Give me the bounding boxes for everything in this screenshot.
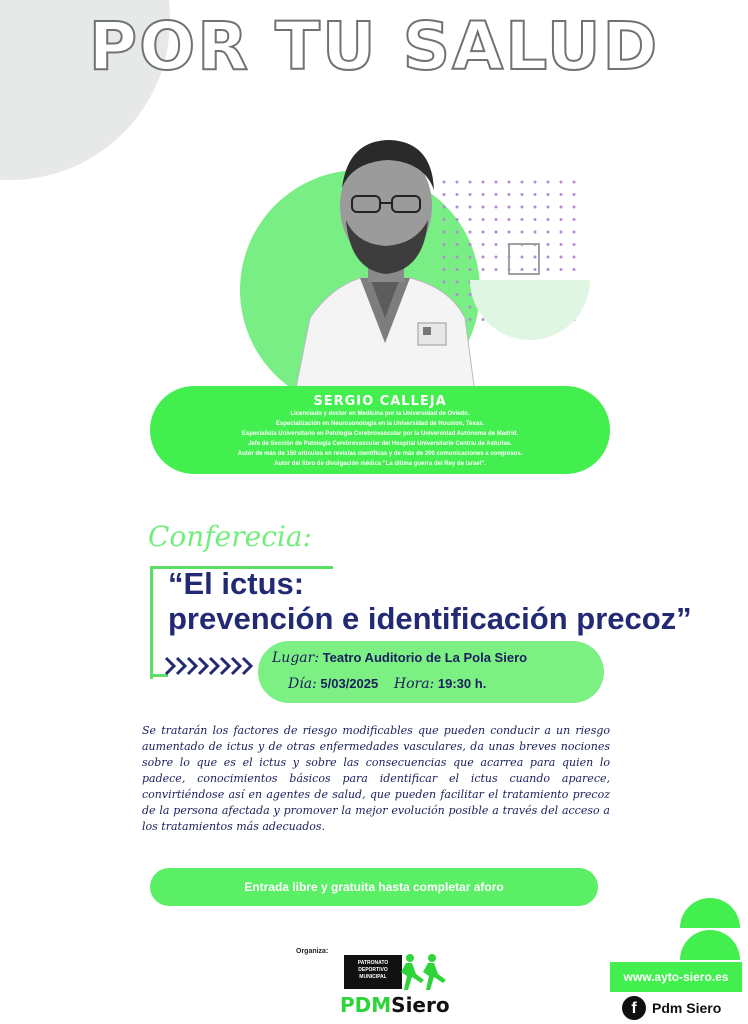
pdm-badge-line: MUNICIPAL — [359, 974, 387, 980]
event-description: Se tratarán los factores de riesgo modificables que pueden conducir a un riesgo aumentado de ictus y de otras enfermedades vasculares, da unas breves nociones sobre lo que es el ictus y sobre las consecuencias que acarrea para quien lo padece, conocimientos básicos para identificar el ictus cuando aparece, convirtiéndose así en agentes de salud, que pueden facilitar el tratamiento precoz de la persona afectada y promover la mejor evolución posible a través del acceso a los tratamientos más adecuados. — [142, 724, 610, 833]
speaker-portrait — [290, 128, 480, 393]
decorative-dot — [508, 193, 511, 196]
decorative-dot — [495, 231, 498, 234]
decorative-half-circle-top — [680, 898, 740, 928]
page-title: POR TU SALUD — [88, 8, 660, 85]
pdm-badge-line: DEPORTIVO — [358, 967, 388, 973]
decorative-dot — [573, 206, 576, 209]
decorative-dot — [534, 231, 537, 234]
decorative-dot — [482, 231, 485, 234]
conference-title-line: “El ictus: — [168, 566, 305, 601]
decorative-dot — [573, 231, 576, 234]
pdm-badge-line: PATRONATO — [357, 960, 389, 966]
decorative-dot — [560, 231, 563, 234]
event-info-pill — [258, 641, 604, 703]
decorative-dot — [521, 206, 524, 209]
decorative-dot — [495, 206, 498, 209]
entry-info-banner: Entrada libre y gratuita hasta completar aforo — [150, 868, 598, 906]
time-label: Hora: — [393, 676, 435, 692]
decorative-dot — [560, 193, 563, 196]
conference-title-line: prevención e identificación precoz” — [168, 601, 692, 636]
speaker-bio-line: Autor del libro de divulgación médica "La última guerra del Rey de Israel". — [274, 461, 486, 467]
decorative-dot — [521, 231, 524, 234]
decorative-dot — [508, 206, 511, 209]
pdm-logo-part: PDM — [340, 993, 392, 1017]
decorative-dot — [547, 243, 550, 246]
speaker-name: SERGIO CALLEJA — [313, 394, 447, 409]
chevron-arrows-icon — [164, 656, 256, 676]
decorative-dot — [482, 181, 485, 184]
decorative-dot — [547, 181, 550, 184]
decorative-dot — [482, 206, 485, 209]
facebook-link[interactable] — [622, 996, 721, 1022]
decorative-dot — [534, 193, 537, 196]
speaker-bio-line: Especialista Universitario en Patología Cerebrovascular por la Universidad Autónoma de Madrid. — [241, 431, 519, 437]
decorative-dot — [547, 268, 550, 271]
decorative-dot — [573, 218, 576, 221]
decorative-dot — [547, 231, 550, 234]
facebook-icon: f — [622, 996, 646, 1020]
decorative-dot — [495, 243, 498, 246]
conference-title — [168, 566, 692, 636]
decorative-dot — [560, 268, 563, 271]
decorative-dot — [547, 193, 550, 196]
decorative-dot — [482, 193, 485, 196]
siero-logo-part: Siero — [391, 993, 450, 1017]
decorative-dot — [482, 218, 485, 221]
decorative-dot — [560, 256, 563, 259]
decorative-dot — [508, 231, 511, 234]
decorative-dot — [573, 268, 576, 271]
decorative-dot — [573, 181, 576, 184]
decorative-dot — [560, 206, 563, 209]
speaker-bio-line: Especialización en Neurosonología en la Universidad de Houston, Texas. — [275, 421, 485, 427]
runners-icon — [398, 952, 450, 992]
decorative-dot — [508, 218, 511, 221]
decorative-dot — [482, 268, 485, 271]
place-label: Lugar: — [272, 650, 320, 666]
decorative-dot — [521, 193, 524, 196]
decorative-dot — [560, 181, 563, 184]
decorative-dot — [521, 181, 524, 184]
decorative-dot — [547, 218, 550, 221]
decorative-dot — [482, 243, 485, 246]
speaker-banner — [150, 386, 610, 474]
date-value: 5/03/2025 — [320, 676, 379, 691]
facebook-name: Pdm Siero — [652, 1000, 722, 1016]
decorative-dot — [534, 206, 537, 209]
decorative-dot — [495, 218, 498, 221]
pdm-siero-logo — [340, 993, 450, 1017]
event-place-row — [272, 650, 527, 666]
conference-label: Conferecia: — [148, 520, 312, 553]
decorative-dot — [508, 181, 511, 184]
speaker-bio-line: Autor de más de 150 artículos en revistas científicas y de más de 200 comunicaciones a congresos. — [237, 451, 523, 457]
decorative-dot — [482, 256, 485, 259]
decorative-dot — [547, 256, 550, 259]
decorative-dot — [573, 256, 576, 259]
organizer-label: Organiza: — [296, 948, 329, 955]
decorative-dot — [534, 181, 537, 184]
website-link[interactable]: www.ayto-siero.es — [610, 962, 742, 992]
decorative-dot — [573, 243, 576, 246]
decorative-dot — [495, 193, 498, 196]
decorative-half-circle-bottom — [680, 930, 740, 960]
decorative-dot — [495, 256, 498, 259]
decorative-dot — [521, 218, 524, 221]
decorative-dot — [560, 243, 563, 246]
place-value: Teatro Auditorio de La Pola Siero — [322, 650, 528, 665]
decorative-dot — [495, 181, 498, 184]
decorative-dot — [534, 218, 537, 221]
decorative-dot — [560, 218, 563, 221]
decorative-square — [508, 243, 540, 275]
speaker-bio-line: Jefe de Sección de Patología Cerebrovascular del Hospital Universitario Central de Asturias. — [248, 441, 512, 447]
decorative-half-circle — [470, 280, 590, 340]
date-label: Día: — [288, 676, 317, 692]
time-value: 19:30 h. — [437, 676, 487, 691]
decorative-dot — [495, 268, 498, 271]
speaker-bio-line: Licenciado y doctor en Medicina por la Universidad de Oviedo. — [290, 411, 470, 417]
decorative-dot — [573, 193, 576, 196]
event-datetime-row — [288, 676, 486, 692]
pdm-badge — [344, 955, 402, 989]
decorative-dot — [547, 206, 550, 209]
